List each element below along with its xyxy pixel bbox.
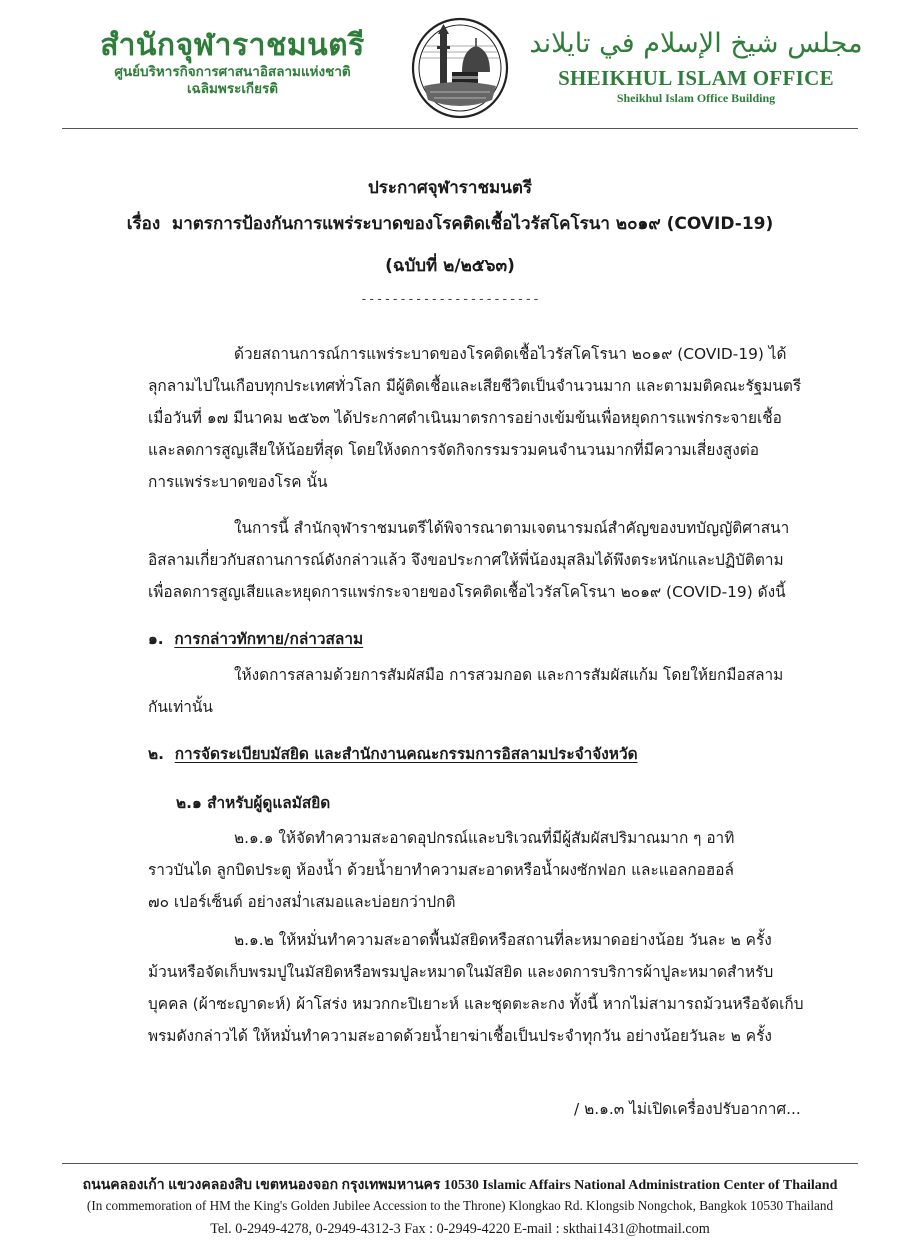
para2-line-2: อิสลามเกี่ยวกับสถานการณ์ดังกล่าวแล้ว จึงขอประกาศให้พี่น้องมุสลิมได้พึงตระหนักและปฏิบัติตาม <box>148 551 784 569</box>
subject-label: เรื่อง <box>126 214 161 234</box>
para1-line-1: ด้วยสถานการณ์การแพร่ระบาดของโรคติดเชื้อไวรัสโคโรนา ๒๐๑๙ (COVID-19) ได้ <box>234 345 787 363</box>
para2-line-1: ในการนี้ สำนักจุฬาราชมนตรีได้พิจารณาตามเจตนารมณ์สำคัญของบทบัญญัติศาสนา <box>234 519 790 537</box>
announcement-title: ประกาศจุฬาราชมนตรี <box>367 178 533 198</box>
para2-line-3: เพื่อลดการสูญเสียและหยุดการแพร่กระจายของโรคติดเชื้อไวรัสโคโรนา ๒๐๑๙ (COVID-19) ดังนี้ <box>148 583 786 601</box>
item-2-1-2-line-2: ม้วนหรือจัดเก็บพรมปูในมัสยิดหรือพรมปูละหมาดในมัสยิด และงดการบริการผ้าปูละหมาดสำหรับ <box>148 963 774 981</box>
section2-number: ๒. <box>148 745 164 763</box>
letterhead-thai-title: สำนักจุฬาราชมนตรี <box>100 28 365 63</box>
continuation-note: / ๒.๑.๓ ไม่เปิดเครื่องปรับอากาศ... <box>574 1100 801 1118</box>
section2-title: การจัดระเบียบมัสยิด และสำนักงานคณะกรรมการอิสลามประจำจังหวัด <box>174 745 638 763</box>
footer-contact-line: Tel. 0-2949-4278, 0-2949-4312-3 Fax : 0-2949-4220 E-mail : skthai1431@hotmail.com <box>210 1221 710 1237</box>
footer-commemoration-line: (In commemoration of HM the King's Golden Jubilee Accession to the Throne) Klongkao Rd. Klongsib Nongchok, Bangkok 10530 Thailand <box>86 1198 834 1213</box>
subject-text: มาตรการป้องกันการแพร่ระบาดของโรคติดเชื้อไวรัสโคโรนา ๒๐๑๙ (COVID-19) <box>172 214 774 234</box>
para1-line-3: เมื่อวันที่ ๑๗ มีนาคม ๒๕๖๓ ได้ประกาศดำเนินมาตรการอย่างเข้มข้นเพื่อหยุดการแพร่กระจายเชื้อ <box>148 409 782 427</box>
announcement-issue: (ฉบับที่ ๒/๒๕๖๓) <box>385 256 515 276</box>
mosque-seal-icon <box>410 16 510 120</box>
item-2-1-1-line-2: ราวบันได ลูกบิดประตู ห้องน้ำ ด้วยน้ำยาทำความสะอาดหรือน้ำผงซักฟอก และแอลกอฮอล์ <box>148 861 734 879</box>
item-2-1-1-line-3: ๗๐ เปอร์เซ็นต์ อย่างสม่ำเสมอและบ่อยกว่าปกติ <box>148 893 456 911</box>
letterhead-english-title: SHEIKHUL ISLAM OFFICE <box>558 66 834 90</box>
section1-line-2: กันเท่านั้น <box>148 698 213 716</box>
item-2-1-2-line-4: พรมดังกล่าวได้ ให้หมั่นทำความสะอาดด้วยน้ำยาฆ่าเชื้อเป็นประจำทุกวัน อย่างน้อยวันละ ๒ ครั้ง <box>148 1027 772 1045</box>
letterhead-english-subtitle: Sheikhul Islam Office Building <box>616 91 776 105</box>
footer-divider <box>62 1163 858 1164</box>
letterhead-thai-subtitle-1: ศูนย์บริหารกิจการศาสนาอิสลามแห่งชาติ <box>114 64 351 80</box>
section1-heading <box>148 628 363 650</box>
letterhead-divider <box>62 128 858 129</box>
section1-title: การกล่าวทักทาย/กล่าวสลาม <box>174 630 364 648</box>
letterhead-thai-subtitle-2: เฉลิมพระเกียรติ <box>186 81 279 97</box>
header-dashed-divider: ----------------------- <box>359 292 540 307</box>
item-2-1-2-line-1: ๒.๑.๒ ให้หมั่นทำความสะอาดพื้นมัสยิดหรือสถานที่ละหมาดอย่างน้อย วันละ ๒ ครั้ง <box>234 931 772 949</box>
section2-heading <box>148 743 638 765</box>
item-2-1-1-line-1: ๒.๑.๑ ให้จัดทำความสะอาดอุปกรณ์และบริเวณที่มีผู้สัมผัสปริมาณมาก ๆ อาทิ <box>234 829 735 847</box>
item-2-1-2-line-3: บุคคล (ผ้าซะญาดะห์) ผ้าโสร่ง หมวกกะปิเยาะห์ และชุดตะละกง ทั้งนี้ หากไม่สามารถม้วนหรือจัดเก็บ <box>148 995 804 1013</box>
section1-line-1: ให้งดการสลามด้วยการสัมผัสมือ การสวมกอด และการสัมผัสแก้ม โดยให้ยกมือสลาม <box>234 666 784 684</box>
footer-address-line: ถนนคลองเก้า แขวงคลองสิบ เขตหนองจอก กรุงเทพมหานคร 10530 Islamic Affairs National Administration Center of Thailand <box>82 1178 838 1193</box>
para1-line-2: ลุกลามไปในเกือบทุกประเทศทั่วโลก มีผู้ติดเชื้อและเสียชีวิตเป็นจำนวนมาก และตามมติคณะรัฐมนตรี <box>148 377 802 395</box>
para1-line-5: การแพร่ระบาดของโรค นั้น <box>148 473 328 491</box>
section2-1-heading: ๒.๑ สำหรับผู้ดูแลมัสยิด <box>176 794 331 812</box>
para1-line-4: และลดการสูญเสียให้น้อยที่สุด โดยให้งดการจัดกิจกรรมรวมคนจำนวนมากที่มีความเสี่ยงสูงต่อ <box>148 441 760 459</box>
letterhead-english-block <box>526 22 866 106</box>
announcement-subject <box>60 212 840 236</box>
letterhead-thai-block <box>60 28 405 98</box>
letterhead-arabic-title: مجلس شيخ الإسلام في تايلاند <box>529 28 863 59</box>
section1-number: ๑. <box>148 630 164 648</box>
